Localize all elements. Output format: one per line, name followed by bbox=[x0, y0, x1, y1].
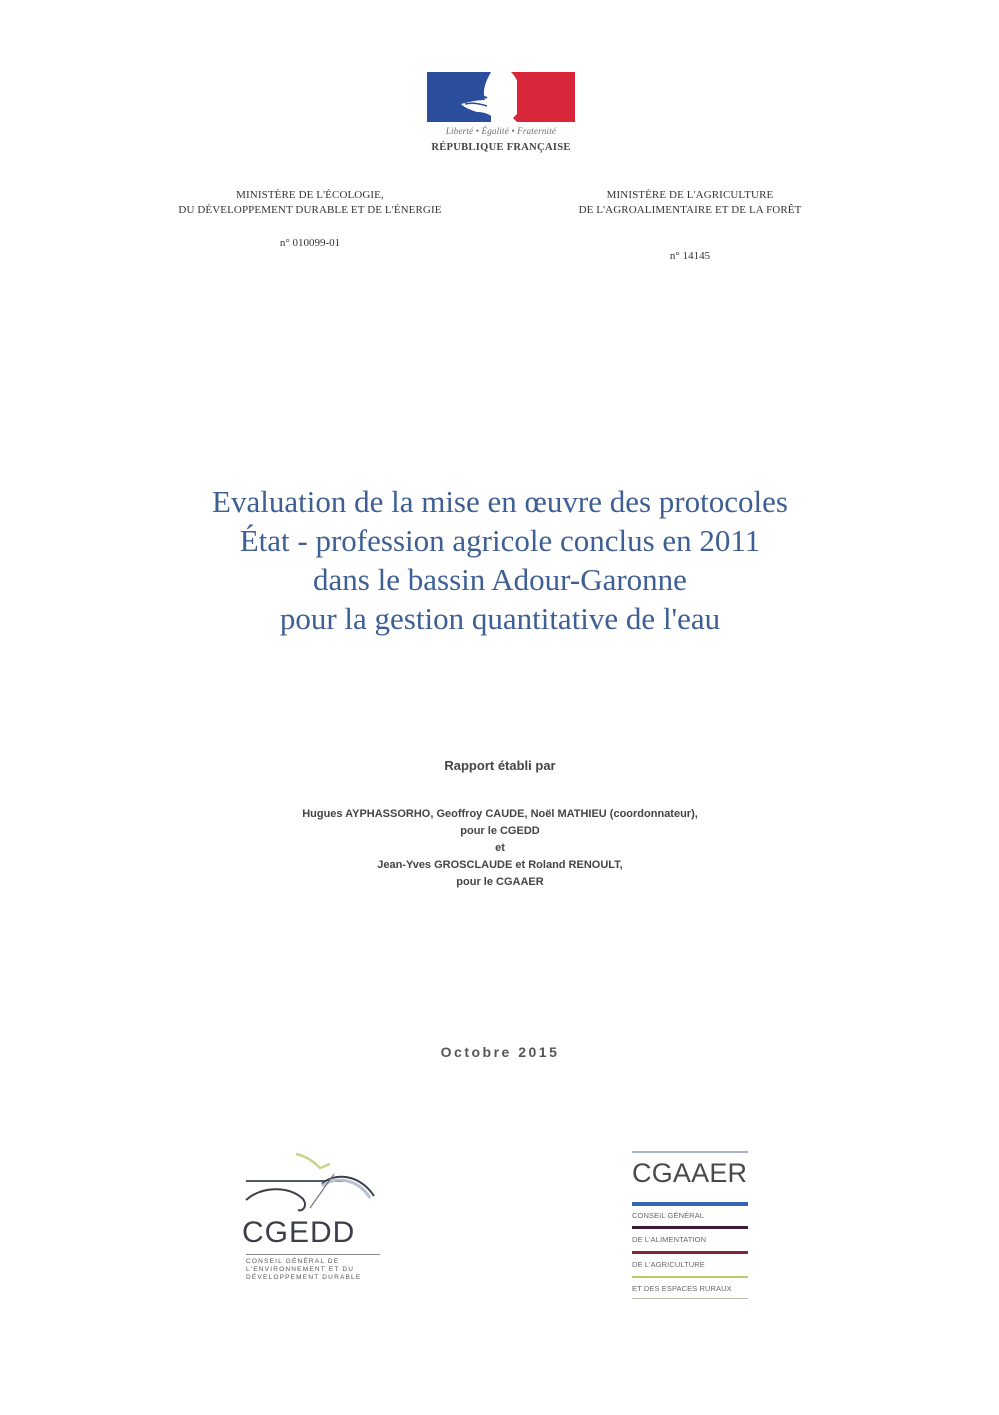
ministry-agriculture-header bbox=[530, 188, 850, 218]
title-line-4: pour la gestion quantitative de l'eau bbox=[279, 601, 721, 636]
authors-line-3: et bbox=[495, 842, 505, 854]
cgedd-subtitle-line-2: L'ENVIRONNEMENT ET DU bbox=[246, 1266, 355, 1273]
title-line-3: dans le bassin Adour-Garonne bbox=[313, 562, 687, 597]
ministry-ecology-line2: DU DÉVELOPPEMENT DURABLE ET DE L'ÉNERGIE bbox=[178, 204, 442, 216]
authors-line-5: pour le CGAAER bbox=[456, 876, 544, 888]
ministry-agriculture-number: n° 14145 bbox=[669, 250, 711, 262]
cgaaer-line-2: DE L'ALIMENTATION bbox=[632, 1235, 707, 1244]
ministry-ecology-number: n° 010099-01 bbox=[279, 237, 341, 249]
republique-francaise-label: RÉPUBLIQUE FRANÇAISE bbox=[431, 142, 571, 153]
report-authors bbox=[200, 806, 800, 891]
cgaaer-rule-top bbox=[632, 1151, 748, 1153]
cgedd-logo bbox=[238, 1148, 383, 1293]
cgedd-emblem-icon bbox=[238, 1148, 383, 1214]
cgaaer-rule-red bbox=[632, 1251, 748, 1254]
marianne-profile-icon bbox=[447, 72, 547, 122]
report-date: Octobre 2015 bbox=[440, 1044, 560, 1060]
authors-line-1: Hugues AYPHASSORHO, Geoffroy CAUDE, Noël MATHIEU (coordonnateur), bbox=[302, 808, 698, 820]
report-by-label: Rapport établi par bbox=[444, 758, 556, 773]
cgaaer-line-1: CONSEIL GÉNÉRAL bbox=[632, 1211, 705, 1220]
cgedd-acronym: CGEDD bbox=[242, 1216, 356, 1249]
cgaaer-rule-green bbox=[632, 1276, 748, 1278]
title-line-1: Evaluation de la mise en œuvre des protocoles bbox=[212, 484, 788, 519]
report-title bbox=[100, 482, 900, 638]
ministry-agriculture-line2: DE L'AGROALIMENTAIRE ET DE LA FORÊT bbox=[578, 204, 802, 216]
ministry-agriculture-line1: MINISTÈRE DE L'AGRICULTURE bbox=[606, 189, 774, 201]
ministry-ecology-line1: MINISTÈRE DE L'ÉCOLOGIE, bbox=[236, 189, 384, 201]
title-line-2: État - profession agricole conclus en 2011 bbox=[239, 523, 761, 558]
cgaaer-logo bbox=[632, 1148, 752, 1300]
cgedd-subtitle-line-3: DÉVELOPPEMENT DURABLE bbox=[246, 1274, 362, 1281]
authors-line-2: pour le CGEDD bbox=[460, 825, 540, 837]
authors-line-4: Jean-Yves GROSCLAUDE et Roland RENOULT, bbox=[377, 859, 623, 871]
cgedd-divider bbox=[246, 1254, 380, 1255]
cgaaer-rule-bottom bbox=[632, 1298, 748, 1299]
cgaaer-rule-blue bbox=[632, 1202, 748, 1206]
cgaaer-acronym: CGAAER bbox=[632, 1158, 748, 1188]
cgedd-subtitle-line-1: CONSEIL GÉNÉRAL DE bbox=[246, 1258, 340, 1265]
cgaaer-rule-purple bbox=[632, 1226, 748, 1229]
republic-motto: Liberté • Égalité • Fraternité bbox=[445, 126, 557, 136]
cgaaer-line-4: ET DES ESPACES RURAUX bbox=[632, 1284, 732, 1293]
ministry-ecology-header bbox=[130, 188, 490, 218]
republique-francaise-logo bbox=[427, 72, 575, 162]
cgaaer-line-3: DE L'AGRICULTURE bbox=[632, 1260, 705, 1269]
cgedd-subtitle bbox=[246, 1258, 380, 1282]
